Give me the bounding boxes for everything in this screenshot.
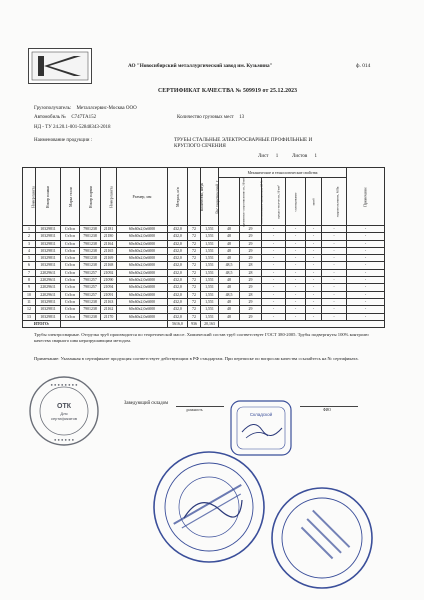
table-cell-n: 1 (23, 226, 36, 233)
table-cell-grade: Ст3сп (61, 226, 80, 233)
table-cell-h: - (322, 269, 347, 276)
table-cell-y: - (262, 313, 286, 320)
table-cell-e: 28 (240, 269, 262, 276)
table-cell-weight: 1,551 (201, 262, 219, 269)
table-cell-r: - (347, 284, 385, 291)
header-hydro: гидроиспытание, МПа (322, 178, 347, 226)
table-cell-grade: Ст3сп (61, 233, 80, 240)
table-cell-b: - (306, 298, 322, 305)
table-row (23, 298, 385, 305)
table-cell-b: - (306, 277, 322, 284)
table-cell-n: 8 (23, 277, 36, 284)
table-cell-t: 48 (219, 226, 240, 233)
table-cell-meters: 432,0 (168, 226, 188, 233)
table-cell-weight: 1,551 (201, 291, 219, 298)
table-cell-size: 60х60х2,0х6000 (117, 284, 168, 291)
table-cell-r: - (347, 269, 385, 276)
table-cell-pack: 21170 (101, 313, 117, 320)
total-weight: 20,163 (201, 320, 219, 327)
table-cell-heat: 22029611 (36, 284, 61, 291)
table-row (23, 291, 385, 298)
table-cell-f: - (286, 284, 306, 291)
places-row (177, 115, 244, 120)
table-cell-h: - (322, 255, 347, 262)
table-cell-y: - (262, 306, 286, 313)
table-cell-size: 60х60х2,0х6000 (117, 313, 168, 320)
table-row (23, 269, 385, 276)
table-cell-h: - (322, 277, 347, 284)
svg-text:● ● ● ● ● ●: ● ● ● ● ● ● (53, 437, 75, 442)
table-cell-b: - (306, 306, 322, 313)
table-cell-y: - (262, 247, 286, 254)
table-cell-y: - (262, 284, 286, 291)
total-label: ИТОГО: (23, 320, 61, 327)
form-code: ф. 014 (356, 63, 371, 69)
table-cell-count: 72 (188, 306, 201, 313)
table-cell-f: - (286, 262, 306, 269)
table-cell-meters: 432,0 (168, 262, 188, 269)
table-cell-r: - (347, 255, 385, 262)
table-cell-batch: 7901238 (80, 255, 101, 262)
header-weight: Вес теоретический, т (201, 168, 219, 226)
table-cell-weight: 1,551 (201, 284, 219, 291)
svg-text:● ● ● ● ● ● ● ●: ● ● ● ● ● ● ● ● (50, 382, 78, 387)
table-cell-e: 29 (240, 240, 262, 247)
table-cell-heat: 10329811 (36, 247, 61, 254)
header-remark: Примечание (347, 168, 385, 226)
table-cell-weight: 1,551 (201, 233, 219, 240)
table-cell-heat: 10329811 (36, 306, 61, 313)
sheets-total (292, 154, 317, 159)
vehicle-value: С747ТА152 (71, 115, 97, 120)
table-cell-count: 72 (188, 247, 201, 254)
table-cell-f: - (286, 298, 306, 305)
fio-label: ФИО (323, 408, 332, 412)
table-row (23, 277, 385, 284)
table-cell-h: - (322, 247, 347, 254)
table-cell-grade: Ст3сп (61, 277, 80, 284)
table-cell-h: - (322, 291, 347, 298)
table-row (23, 306, 385, 313)
table-cell-t: 48 (219, 298, 240, 305)
consignee-label: Грузополучатель: (34, 106, 72, 111)
table-cell-weight: 1,551 (201, 277, 219, 284)
table-cell-meters: 432,0 (168, 247, 188, 254)
table-cell-batch: 7901238 (80, 262, 101, 269)
table-cell-h: - (322, 306, 347, 313)
header-batch: Номер партии (80, 168, 101, 226)
table-cell-r: - (347, 226, 385, 233)
table-cell-h: - (322, 284, 347, 291)
table-cell-heat: 10329811 (36, 226, 61, 233)
table-cell-size: 60х60х2,0х6000 (117, 306, 168, 313)
table-cell-t: 48 (219, 284, 240, 291)
table-cell-pack: 21094 (101, 284, 117, 291)
table-cell-pack: 21163 (101, 298, 117, 305)
header-count: Количество, штук (188, 168, 201, 226)
table-cell-size: 60х60х2,0х6000 (117, 277, 168, 284)
table-cell-pack: 21091 (101, 291, 117, 298)
table-cell-heat: 22029611 (36, 291, 61, 298)
company-name: АО "Новосибирский металлургический завод им. Кузьмина" (128, 63, 273, 69)
table-cell-y: - (262, 277, 286, 284)
table-cell-batch: 7901257 (80, 269, 101, 276)
places-label: Количество грузовых мест (177, 115, 234, 120)
table-cell-pack: 21181 (101, 226, 117, 233)
table-row (23, 226, 385, 233)
table-row (23, 233, 385, 240)
header-tensile: временное сопротивление σв, Н/мм² (219, 178, 240, 226)
table-cell-weight: 1,551 (201, 226, 219, 233)
table-row (23, 247, 385, 254)
table-cell-t: 48 (219, 313, 240, 320)
table-cell-f: - (286, 291, 306, 298)
table-cell-h: - (322, 262, 347, 269)
table-cell-e: 29 (240, 255, 262, 262)
table-cell-batch: 7901238 (80, 226, 101, 233)
table-cell-e: 29 (240, 298, 262, 305)
table-cell-h: - (322, 233, 347, 240)
table-cell-heat: 10329811 (36, 255, 61, 262)
product-label: Наименование продукции : (34, 138, 93, 143)
table-cell-meters: 432,0 (168, 306, 188, 313)
table-cell-weight: 1,551 (201, 298, 219, 305)
certificate-table (22, 167, 385, 328)
table-cell-pack: 21090 (101, 277, 117, 284)
header-size: Размер, мм (117, 168, 168, 226)
table-row (23, 313, 385, 320)
table-cell-h: - (322, 226, 347, 233)
fio-line (300, 406, 358, 407)
table-cell-r: - (347, 240, 385, 247)
table-cell-r: - (347, 277, 385, 284)
table-cell-count: 72 (188, 291, 201, 298)
table-cell-batch: 7901238 (80, 306, 101, 313)
table-cell-h: - (322, 240, 347, 247)
table-cell-h: - (322, 298, 347, 305)
table-cell-e: 29 (240, 284, 262, 291)
table-cell-n: 9 (23, 284, 36, 291)
header-meters: Метраж, м/п (168, 168, 188, 226)
table-cell-y: - (262, 240, 286, 247)
table-cell-size: 60х60х2,0х6000 (117, 240, 168, 247)
table-cell-meters: 432,0 (168, 277, 188, 284)
table-cell-weight: 1,551 (201, 306, 219, 313)
table-cell-t: 48 (219, 255, 240, 262)
company-seal (150, 448, 268, 566)
table-cell-meters: 432,0 (168, 291, 188, 298)
table-row (23, 262, 385, 269)
table-cell-batch: 7901238 (80, 240, 101, 247)
table-cell-t: 48 (219, 233, 240, 240)
table-cell-y: - (262, 226, 286, 233)
table-cell-t: 48 (219, 277, 240, 284)
table-cell-grade: Ст3сп (61, 298, 80, 305)
table-cell-batch: 7901238 (80, 247, 101, 254)
table-cell-y: - (262, 255, 286, 262)
table-cell-size: 60х60х2,0х6000 (117, 298, 168, 305)
header-mech-group: Механические и технологические свойства (219, 168, 347, 178)
table-cell-size: 60х60х2,0х6000 (117, 247, 168, 254)
table-cell-r: - (347, 298, 385, 305)
table-cell-e: 29 (240, 233, 262, 240)
table-cell-f: - (286, 233, 306, 240)
table-cell-t: 48,5 (219, 291, 240, 298)
table-cell-n: 3 (23, 240, 36, 247)
table-cell-grade: Ст3сп (61, 247, 80, 254)
table-cell-weight: 1,551 (201, 247, 219, 254)
table-cell-heat: 10329811 (36, 313, 61, 320)
table-cell-y: - (262, 291, 286, 298)
table-cell-b: - (306, 255, 322, 262)
table-cell-b: - (306, 262, 322, 269)
table-cell-meters: 432,0 (168, 269, 188, 276)
table-cell-y: - (262, 269, 286, 276)
table-cell-grade: Ст3сп (61, 262, 80, 269)
table-cell-e: 29 (240, 306, 262, 313)
note-paragraph-1: Трубы электросварные. Отгрузка труб производится по теоретической массе. Химический состав труб соответствует ГОСТ 380-2005. Трубы подвергнуты 100% контролю качества сварного шва неразрушающим методом. (34, 332, 369, 343)
table-cell-count: 72 (188, 255, 201, 262)
table-cell-count: 72 (188, 298, 201, 305)
table-cell-meters: 432,0 (168, 233, 188, 240)
table-cell-count: 72 (188, 233, 201, 240)
table-cell-n: 6 (23, 262, 36, 269)
table-cell-meters: 432,0 (168, 313, 188, 320)
total-blank (61, 320, 168, 327)
table-cell-heat: 10329811 (36, 262, 61, 269)
table-cell-batch: 7901238 (80, 298, 101, 305)
position-label: должность (186, 408, 203, 412)
header-heat: Номер плавки (36, 168, 61, 226)
table-cell-y: - (262, 298, 286, 305)
table-cell-f: - (286, 269, 306, 276)
table-cell-t: 48 (219, 306, 240, 313)
right-seal (268, 484, 376, 592)
total-meters: 5616,0 (168, 320, 188, 327)
table-cell-e: 29 (240, 313, 262, 320)
table-cell-n: 12 (23, 306, 36, 313)
table-cell-r: - (347, 262, 385, 269)
table-cell-f: - (286, 313, 306, 320)
table-cell-count: 72 (188, 240, 201, 247)
table-cell-e: 29 (240, 277, 262, 284)
table-cell-t: 48 (219, 240, 240, 247)
table-cell-pack: 21168 (101, 262, 117, 269)
table-cell-e: 28 (240, 262, 262, 269)
table-body (23, 226, 385, 321)
table-cell-grade: Ст3сп (61, 284, 80, 291)
table-cell-count: 72 (188, 284, 201, 291)
header-pack: Номер пакета (101, 168, 117, 226)
table-cell-b: - (306, 233, 322, 240)
table-cell-grade: Ст3сп (61, 240, 80, 247)
table-cell-f: - (286, 255, 306, 262)
table-cell-b: - (306, 226, 322, 233)
table-cell-count: 72 (188, 269, 201, 276)
table-row (23, 284, 385, 291)
table-cell-f: - (286, 247, 306, 254)
table-cell-count: 72 (188, 262, 201, 269)
table-cell-count: 72 (188, 226, 201, 233)
table-cell-pack: 21169 (101, 255, 117, 262)
table-cell-batch: 7901238 (80, 233, 101, 240)
standard-text: НД - ТУ 24.20.1-001-52848343-2018 (34, 125, 111, 130)
table-cell-r: - (347, 306, 385, 313)
places-value: 13 (239, 115, 245, 120)
table-cell-grade: Ст3сп (61, 269, 80, 276)
otk-stamp-sub1: Для (60, 411, 68, 416)
table-cell-n: 2 (23, 233, 36, 240)
table-cell-heat: 22029611 (36, 269, 61, 276)
table-cell-y: - (262, 262, 286, 269)
table-cell-b: - (306, 240, 322, 247)
table-cell-e: 29 (240, 226, 262, 233)
table-cell-f: - (286, 240, 306, 247)
product-name: ТРУБЫ СТАЛЬНЫЕ ЭЛЕКТРОСВАРНЫЕ ПРОФИЛЬНЫЕ И КРУГЛОГО СЕЧЕНИЯ (174, 137, 313, 150)
table-cell-h: - (322, 313, 347, 320)
table-cell-e: 29 (240, 247, 262, 254)
header-yield: предел текучести, Н/мм² (262, 178, 286, 226)
consignee-row (34, 106, 137, 111)
table-cell-meters: 432,0 (168, 284, 188, 291)
table-cell-n: 7 (23, 269, 36, 276)
table-cell-t: 48,5 (219, 269, 240, 276)
table-cell-heat: 10329811 (36, 233, 61, 240)
table-cell-heat: 10329811 (36, 298, 61, 305)
consignee-value: Металлсервис-Москва ООО (76, 106, 137, 111)
otk-stamp-title: ОТК (57, 403, 71, 410)
table-cell-grade: Ст3сп (61, 313, 80, 320)
table-cell-size: 60х60х2,0х6000 (117, 291, 168, 298)
position-line (176, 406, 224, 407)
table-cell-batch: 7901257 (80, 291, 101, 298)
table-cell-grade: Ст3сп (61, 306, 80, 313)
table-cell-pack: 21180 (101, 233, 117, 240)
table-cell-heat: 22029611 (36, 277, 61, 284)
table-cell-f: - (286, 226, 306, 233)
table-cell-n: 4 (23, 247, 36, 254)
table-cell-e: 28 (240, 291, 262, 298)
table-cell-meters: 432,0 (168, 255, 188, 262)
certificate-title: СЕРТИФИКАТ КАЧЕСТВА № 509919 от 25.12.2023 (158, 88, 298, 94)
table-cell-t: 48,5 (219, 262, 240, 269)
otk-stamp-sub2: сертификатов (50, 416, 78, 421)
header-elong: относительное удлинение, δ5 % (240, 178, 262, 226)
table-cell-y: - (262, 233, 286, 240)
table-cell-n: 11 (23, 298, 36, 305)
sheet-number (258, 154, 278, 159)
table-cell-n: 10 (23, 291, 36, 298)
table-cell-f: - (286, 277, 306, 284)
table-cell-b: - (306, 291, 322, 298)
table-cell-r: - (347, 233, 385, 240)
table-cell-b: - (306, 313, 322, 320)
table-cell-b: - (306, 284, 322, 291)
table-cell-meters: 432,0 (168, 298, 188, 305)
table-cell-meters: 432,0 (168, 240, 188, 247)
sheets-label: Листов (292, 154, 308, 159)
table-cell-b: - (306, 247, 322, 254)
table-cell-r: - (347, 313, 385, 320)
vehicle-label: Автомобиль № (34, 115, 67, 120)
table-row (23, 240, 385, 247)
table-cell-pack: 21164 (101, 240, 117, 247)
note-paragraph-2: Примечание: Указанная в сертификате продукция соответствует действующим в РФ стандартам. При переписке по вопросам качества ссылайтесь на № сертификата. (34, 356, 359, 361)
header-grade: Марка стали (61, 168, 80, 226)
table-cell-weight: 1,551 (201, 269, 219, 276)
table-cell-weight: 1,551 (201, 255, 219, 262)
total-count: 936 (188, 320, 201, 327)
table-cell-size: 60х60х2,0х6000 (117, 262, 168, 269)
table-cell-size: 60х60х2,0х6000 (117, 269, 168, 276)
table-cell-f: - (286, 306, 306, 313)
table-cell-batch: 7901257 (80, 277, 101, 284)
header-bend: загиб (306, 178, 322, 226)
table-cell-grade: Ст3сп (61, 255, 80, 262)
table-cell-t: 48 (219, 247, 240, 254)
table-cell-grade: Ст3сп (61, 291, 80, 298)
table-cell-b: - (306, 269, 322, 276)
table-cell-r: - (347, 291, 385, 298)
table-cell-pack: 21162 (101, 306, 117, 313)
warehouse-stamp-text: Складской (249, 412, 273, 417)
otk-stamp (27, 374, 101, 448)
vehicle-row (34, 115, 96, 120)
table-cell-count: 72 (188, 313, 201, 320)
header-flatten: сплющивание (286, 178, 306, 226)
table-cell-count: 72 (188, 277, 201, 284)
header-num: Номер пакета (23, 168, 36, 226)
table-cell-n: 13 (23, 313, 36, 320)
company-logo (28, 48, 92, 84)
table-cell-pack: 21165 (101, 247, 117, 254)
table-cell-n: 5 (23, 255, 36, 262)
table-cell-size: 60х60х2,0х6000 (117, 233, 168, 240)
table-cell-weight: 1,551 (201, 313, 219, 320)
table-cell-size: 60х60х2,0х6000 (117, 226, 168, 233)
table-cell-r: - (347, 247, 385, 254)
table-cell-weight: 1,551 (201, 240, 219, 247)
table-cell-size: 60х60х2,0х6000 (117, 255, 168, 262)
table-cell-batch: 7901257 (80, 284, 101, 291)
sheet-label: Лист (258, 154, 269, 159)
sheet-value: 1 (275, 154, 279, 159)
sheets-value: 1 (314, 154, 318, 159)
total-rest (219, 320, 385, 327)
table-cell-heat: 10329811 (36, 240, 61, 247)
warehouse-label: Заведующий складом (124, 401, 169, 406)
table-row (23, 255, 385, 262)
table-cell-batch: 7901238 (80, 313, 101, 320)
table-cell-pack: 21092 (101, 269, 117, 276)
